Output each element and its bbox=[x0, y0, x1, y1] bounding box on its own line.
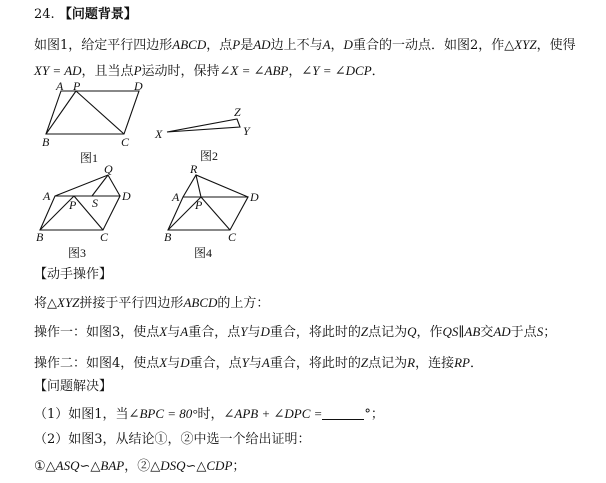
text: 点记为 bbox=[368, 356, 408, 371]
text: 时， bbox=[197, 407, 224, 422]
text: ，作 bbox=[416, 325, 443, 340]
math: XY = AD bbox=[34, 63, 82, 78]
text: 运动时，保持 bbox=[141, 64, 220, 79]
figure-4 bbox=[168, 175, 248, 230]
figure-2 bbox=[167, 119, 240, 132]
fig3-label-s: S bbox=[92, 196, 98, 210]
operation-2 bbox=[34, 354, 483, 373]
text: 点记为 bbox=[368, 325, 408, 340]
answer-blank[interactable] bbox=[322, 407, 364, 420]
fig1-label-b: B bbox=[42, 135, 50, 149]
fig1-segment-pb bbox=[46, 91, 76, 134]
fig4-triangle-ard bbox=[183, 175, 248, 197]
fig3-label-q: Q bbox=[104, 162, 113, 176]
fig3-label-b: B bbox=[36, 230, 44, 244]
fig3-label-d: D bbox=[122, 189, 131, 203]
math: X bbox=[159, 355, 168, 370]
fig2-label-z: Z bbox=[234, 105, 241, 119]
fig4-segment-rp bbox=[196, 175, 201, 197]
math: △ASQ∽△BAP bbox=[45, 458, 125, 473]
text: 重合，将此时的 bbox=[269, 356, 361, 371]
text: ，② bbox=[124, 459, 151, 474]
text: 重合，点 bbox=[188, 325, 241, 340]
math: P bbox=[232, 37, 241, 52]
question-1 bbox=[34, 405, 384, 424]
fig3-label-a: A bbox=[43, 189, 51, 203]
fig1-caption: 图1 bbox=[80, 151, 99, 165]
math: ∠BPC = 80° bbox=[128, 406, 198, 421]
fig4-label-b: B bbox=[164, 230, 172, 244]
operations-intro bbox=[34, 294, 269, 313]
section-solve-label: 【问题解决】 bbox=[34, 379, 113, 394]
math: D bbox=[343, 37, 353, 52]
text: 重合，点 bbox=[189, 356, 242, 371]
math: P bbox=[133, 63, 142, 78]
fig2-label-y: Y bbox=[243, 124, 250, 138]
text: 边上不与 bbox=[270, 38, 323, 53]
math: ∠APB + ∠DPC = bbox=[223, 406, 323, 421]
text: 与 bbox=[248, 356, 262, 371]
math: A bbox=[261, 355, 270, 370]
math: △XYZ bbox=[47, 295, 80, 310]
section-ops-label: 【动手操作】 bbox=[34, 267, 113, 282]
math: ∠X = ∠ABP bbox=[219, 63, 289, 78]
text: ； bbox=[543, 325, 557, 340]
fig1-label-a: A bbox=[56, 79, 64, 93]
text: ， bbox=[288, 64, 302, 79]
fig3-caption: 图3 bbox=[68, 246, 87, 260]
operation-1 bbox=[34, 323, 556, 342]
fig4-label-d: D bbox=[250, 190, 259, 204]
fig4-caption: 图4 bbox=[194, 246, 213, 260]
fig2-caption: 图2 bbox=[200, 149, 219, 163]
math: D bbox=[260, 324, 270, 339]
text: ，且当点 bbox=[81, 64, 134, 79]
question-2-options bbox=[34, 457, 245, 476]
math: Q bbox=[407, 324, 417, 339]
text: 交 bbox=[480, 325, 494, 340]
text: 的上方： bbox=[217, 296, 270, 311]
text: 操作二：如图4，使点 bbox=[34, 356, 160, 371]
math: A bbox=[180, 324, 189, 339]
fig1-label-d: D bbox=[134, 79, 143, 93]
fig4-parallelogram bbox=[168, 197, 248, 230]
math: Y bbox=[240, 324, 248, 339]
section-heading-solve bbox=[34, 378, 112, 396]
fig2-triangle-xyz bbox=[167, 119, 240, 132]
fig1-label-p: P bbox=[73, 79, 81, 93]
text: 将 bbox=[34, 296, 48, 311]
math: Z bbox=[360, 355, 369, 370]
text: ． bbox=[469, 356, 483, 371]
fig1-parallelogram bbox=[46, 91, 139, 134]
text: 于点 bbox=[510, 325, 537, 340]
math: D bbox=[180, 355, 190, 370]
fig2-label-x: X bbox=[155, 127, 163, 141]
fig1-label-c: C bbox=[121, 135, 130, 149]
text: ，连接 bbox=[415, 356, 455, 371]
fig4-label-r: R bbox=[190, 162, 198, 176]
text: ① bbox=[34, 459, 46, 474]
text: ． bbox=[371, 64, 385, 79]
math: A bbox=[322, 37, 331, 52]
math: R bbox=[407, 355, 416, 370]
fig3-segment-pc bbox=[74, 196, 103, 230]
math: RP bbox=[454, 355, 470, 370]
math: △DSQ∽△CDP bbox=[150, 458, 233, 473]
text: ； bbox=[232, 459, 246, 474]
text: 重合的一动点．如图2，作 bbox=[352, 38, 505, 53]
math: ABCD bbox=[183, 295, 218, 310]
figure-3 bbox=[40, 175, 120, 230]
question-2 bbox=[34, 431, 311, 449]
fig3-triangle-aqd bbox=[55, 175, 120, 196]
text: 与 bbox=[167, 356, 181, 371]
text: 与 bbox=[247, 325, 261, 340]
figure-1 bbox=[46, 91, 139, 134]
math: Y bbox=[241, 355, 249, 370]
text: 重合，将此时的 bbox=[269, 325, 361, 340]
fig4-label-p: P bbox=[195, 198, 203, 212]
math: △XYZ bbox=[504, 37, 537, 52]
fig3-label-c: C bbox=[100, 230, 109, 244]
math: Z bbox=[360, 324, 369, 339]
text: 如图1，给定平行四边形 bbox=[34, 38, 173, 53]
text: （1）如图1，当 bbox=[34, 407, 129, 422]
fig4-label-c: C bbox=[228, 230, 237, 244]
section-heading-background: 【问题背景】 bbox=[58, 7, 137, 22]
text: °； bbox=[364, 407, 384, 422]
fig3-parallelogram bbox=[40, 196, 120, 230]
math: S bbox=[536, 324, 544, 339]
math: AD bbox=[493, 324, 511, 339]
math: ABCD bbox=[172, 37, 207, 52]
text: ， bbox=[330, 38, 344, 53]
math: ∠Y = ∠DCP bbox=[301, 63, 372, 78]
text: 与 bbox=[167, 325, 181, 340]
text: 是 bbox=[240, 38, 254, 53]
fig4-label-a: A bbox=[172, 190, 180, 204]
text: 操作一：如图3，使点 bbox=[34, 325, 160, 340]
section-heading-operations bbox=[34, 266, 112, 284]
fig3-label-p: P bbox=[69, 198, 77, 212]
text: ，使得 bbox=[536, 38, 576, 53]
fig1-segment-pc bbox=[76, 91, 124, 134]
text: ，点 bbox=[206, 38, 233, 53]
text: 拼接于平行四边形 bbox=[79, 296, 184, 311]
math: AD bbox=[253, 37, 271, 52]
problem-number: 24. bbox=[34, 7, 55, 22]
fig4-segment-pc bbox=[201, 197, 230, 230]
math: QS∥AB bbox=[442, 324, 481, 339]
text: （2）如图3，从结论①，②中选一个给出证明： bbox=[34, 432, 311, 447]
math: X bbox=[159, 324, 168, 339]
